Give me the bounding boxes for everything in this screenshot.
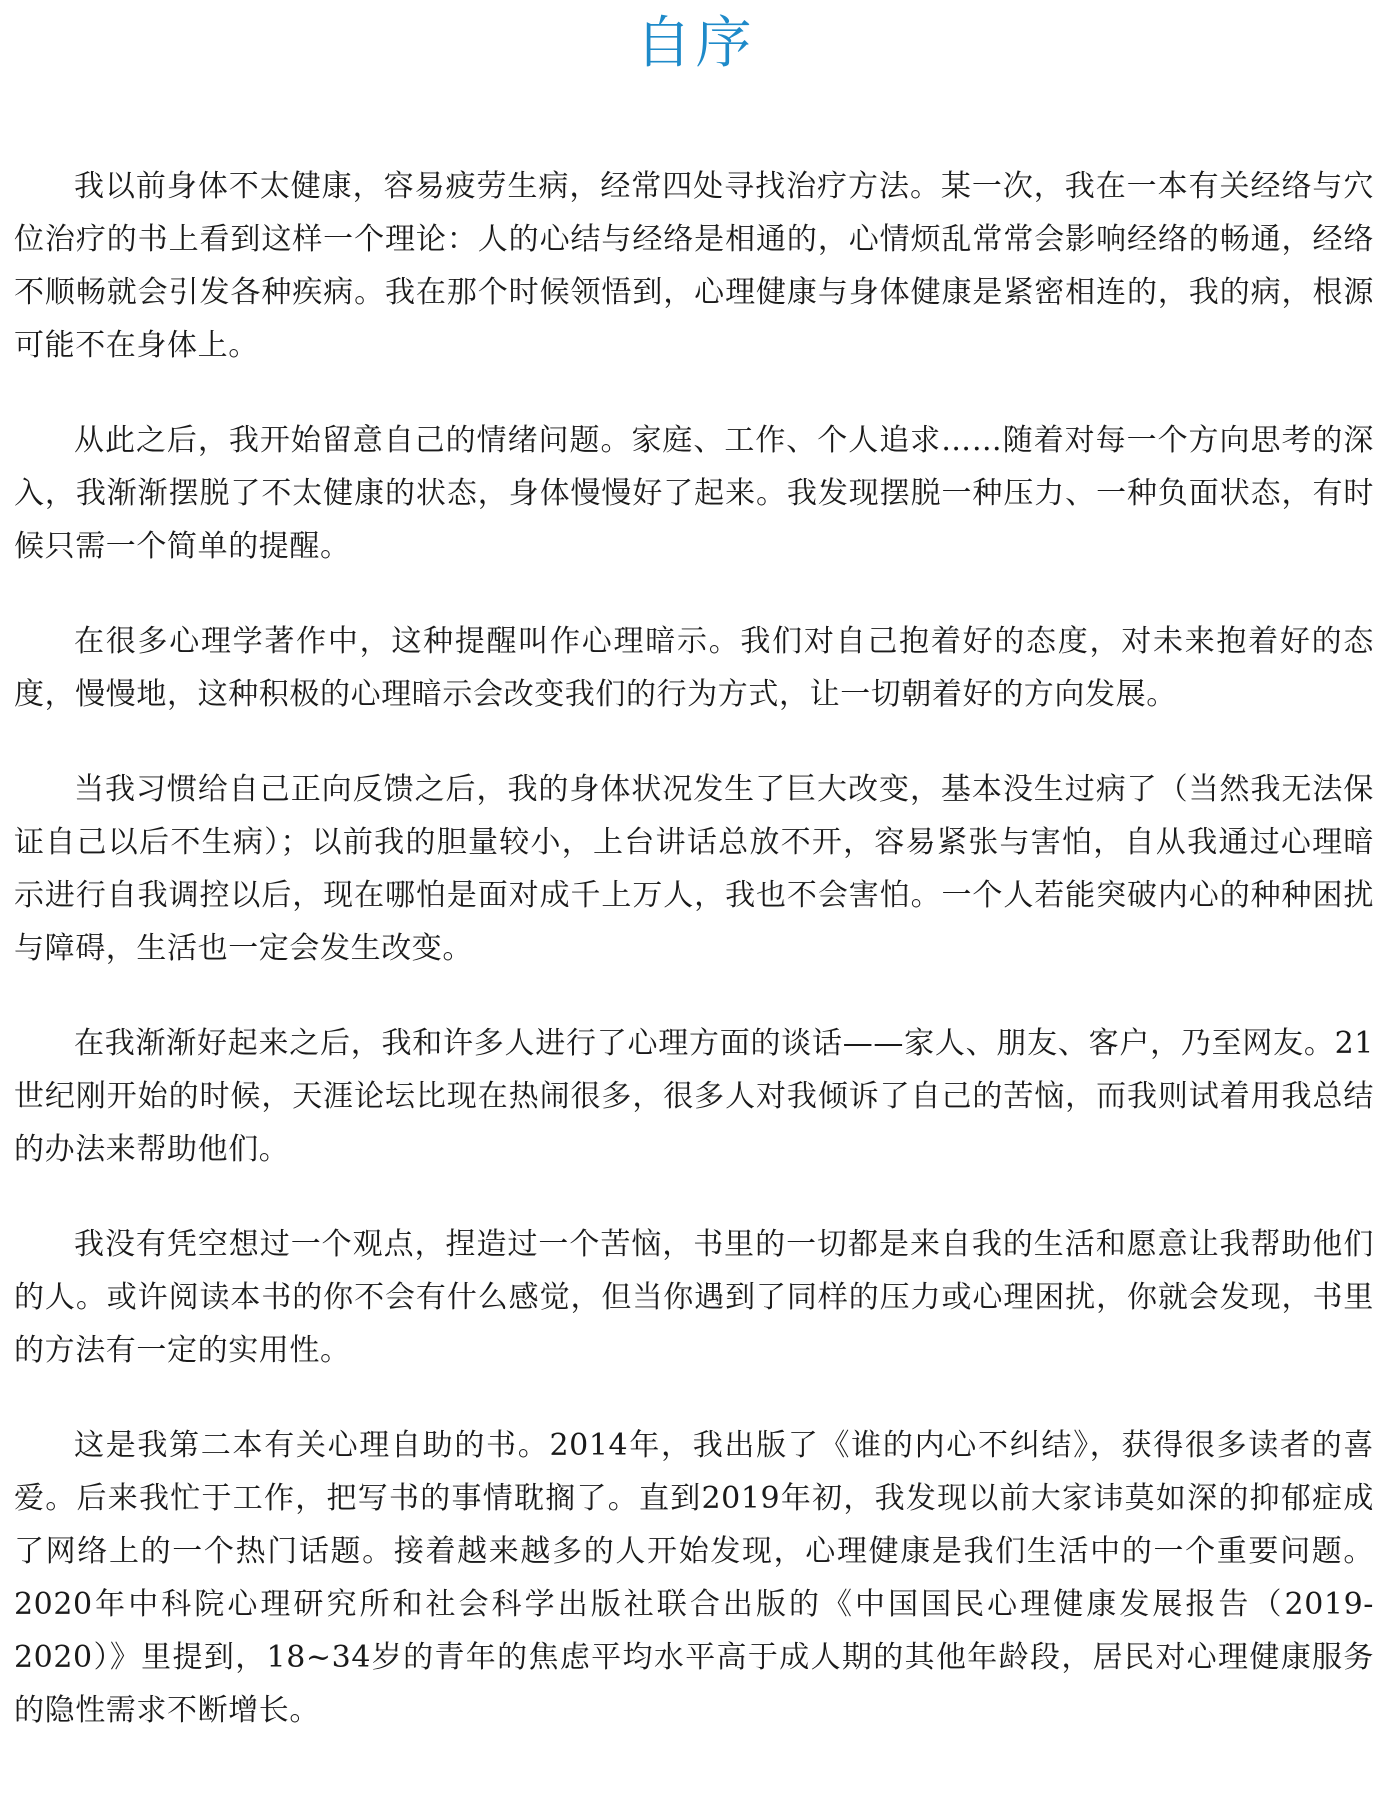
- page-title: 自序: [635, 11, 756, 76]
- paragraph-1: 我以前身体不太健康，容易疲劳生病，经常四处寻找治疗方法。某一次，我在一本有关经络与穴位治疗的书上看到这样一个理论：人的心结与经络是相通的，心情烦乱常常会影响经络的畅通，经络不顺畅就会引发各种疾病。我在那个时候领悟到，心理健康与身体健康是紧密相连的，我的病，根源可能不在身体上。: [14, 169, 1374, 363]
- paragraph-5: 在我渐渐好起来之后，我和许多人进行了心理方面的谈话——家人、朋友、客户，乃至网友。21世纪刚开始的时候，天涯论坛比现在热闹很多，很多人对我倾诉了自己的苦恼，而我则试着用我总结的办法来帮助他们。: [14, 1026, 1374, 1167]
- preface-body: [14, 160, 1374, 1779]
- paragraph-4: 当我习惯给自己正向反馈之后，我的身体状况发生了巨大改变，基本没生过病了（当然我无法保证自己以后不生病）；以前我的胆量较小，上台讲话总放不开，容易紧张与害怕，自从我通过心理暗示进行自我调控以后，现在哪怕是面对成千上万人，我也不会害怕。一个人若能突破内心的种种困扰与障碍，生活也一定会发生改变。: [14, 772, 1374, 966]
- paragraph-2: 从此之后，我开始留意自己的情绪问题。家庭、工作、个人追求……随着对每一个方向思考的深入，我渐渐摆脱了不太健康的状态，身体慢慢好了起来。我发现摆脱一种压力、一种负面状态，有时候只需一个简单的提醒。: [14, 423, 1374, 564]
- paragraph-7: 这是我第二本有关心理自助的书。2014年，我出版了《谁的内心不纠结》，获得很多读者的喜爱。后来我忙于工作，把写书的事情耽搁了。直到2019年初，我发现以前大家讳莫如深的抑郁症成了网络上的一个热门话题。接着越来越多的人开始发现，心理健康是我们生活中的一个重要问题。2020年中科院心理研究所和社会科学出版社联合出版的《中国国民心理健康发展报告（2019-2020）》里提到，18~34岁的青年的焦虑平均水平高于成人期的其他年龄段，居民对心理健康服务的隐性需求不断增长。: [14, 1428, 1374, 1728]
- paragraph-6: 我没有凭空想过一个观点，捏造过一个苦恼，书里的一切都是来自我的生活和愿意让我帮助他们的人。或许阅读本书的你不会有什么感觉，但当你遇到了同样的压力或心理困扰，你就会发现，书里的方法有一定的实用性。: [14, 1227, 1374, 1368]
- paragraph-3: 在很多心理学著作中，这种提醒叫作心理暗示。我们对自己抱着好的态度，对未来抱着好的态度，慢慢地，这种积极的心理暗示会改变我们的行为方式，让一切朝着好的方向发展。: [14, 624, 1374, 712]
